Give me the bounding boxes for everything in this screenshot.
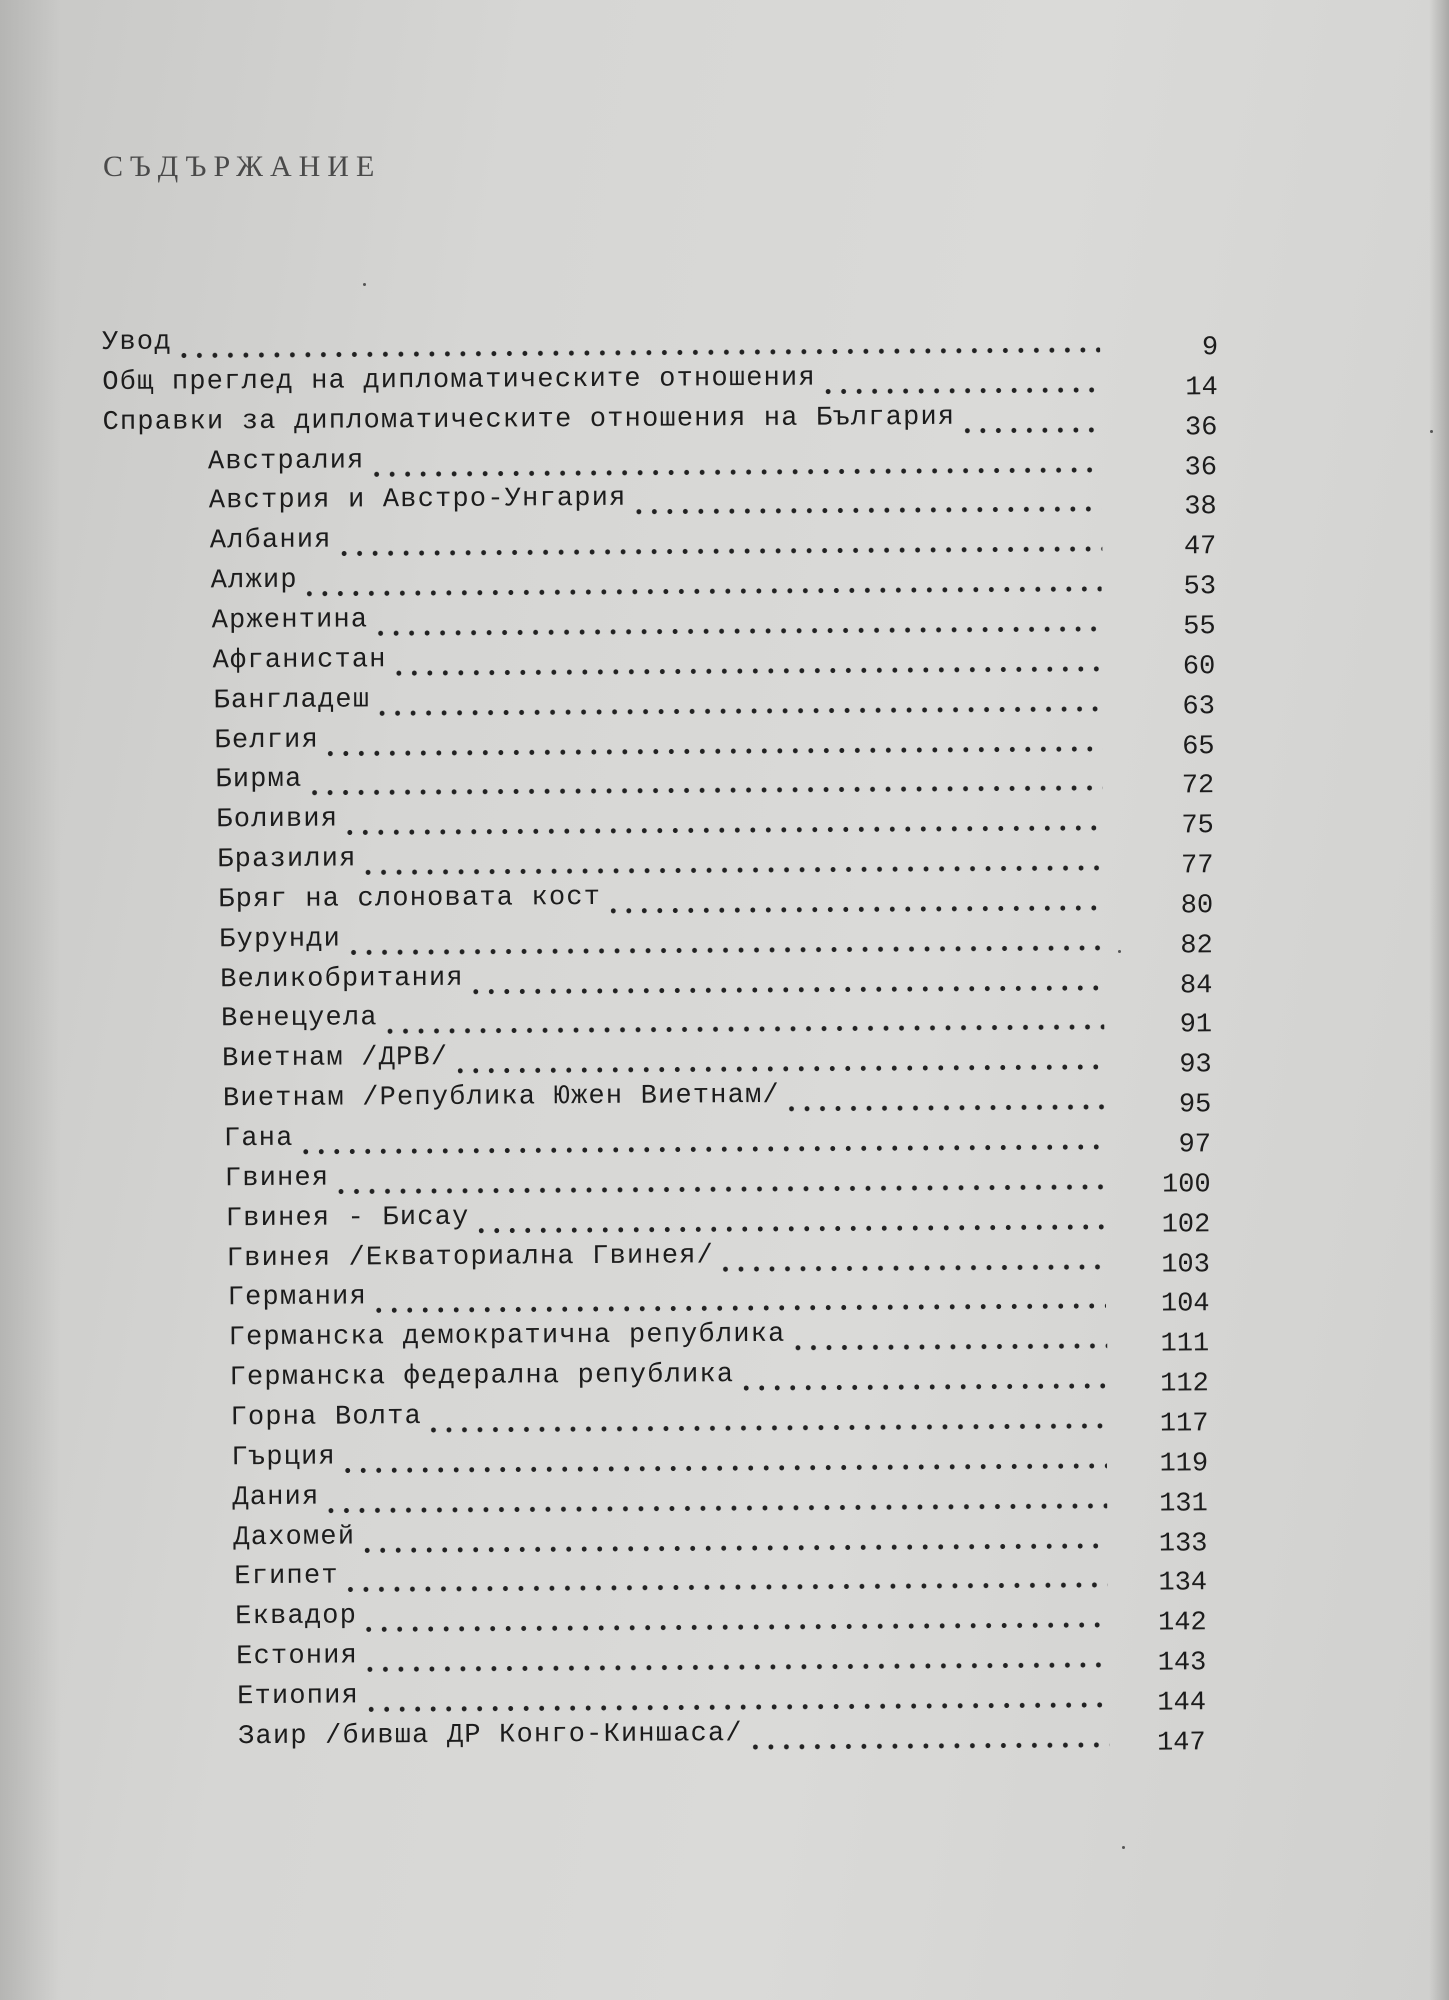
toc-entry bbox=[211, 558, 1102, 599]
toc-entry-page: 134 bbox=[1158, 1568, 1208, 1599]
toc-entry-label: Афганистан bbox=[212, 645, 387, 677]
dot-leader bbox=[322, 726, 1102, 757]
toc-entry-page: 100 bbox=[1161, 1170, 1211, 1201]
toc-entry-label: Бангладеш bbox=[213, 684, 371, 716]
toc-entry-page: 82 bbox=[1180, 930, 1213, 962]
toc-entry bbox=[217, 837, 1103, 878]
toc-entry-label: Австралия bbox=[207, 445, 365, 477]
toc-entry-label: Египет bbox=[234, 1561, 339, 1593]
paper-speck bbox=[1122, 1846, 1125, 1849]
toc-entry-page: 144 bbox=[1157, 1688, 1207, 1719]
paper-speck bbox=[1118, 950, 1121, 953]
toc-entry-label: Бирма bbox=[215, 765, 303, 796]
toc-entry bbox=[229, 1355, 1106, 1396]
dot-leader bbox=[176, 328, 1100, 360]
toc-entry-label: Естония bbox=[236, 1641, 359, 1673]
dot-leader bbox=[345, 926, 1104, 957]
dot-leader bbox=[359, 1523, 1107, 1554]
dot-leader bbox=[425, 1404, 1106, 1434]
dot-leader bbox=[342, 806, 1103, 837]
toc-entry-page: 36 bbox=[1184, 452, 1218, 483]
toc-entry-page: 91 bbox=[1179, 1010, 1213, 1041]
toc-entry-label: Виетнам /ДРВ/ bbox=[221, 1043, 449, 1075]
toc-entry bbox=[225, 1156, 1106, 1197]
toc-entry bbox=[102, 319, 1100, 361]
toc-entry-page: 75 bbox=[1181, 811, 1214, 842]
toc-entry-page: 112 bbox=[1160, 1369, 1209, 1400]
toc-entry-label: Дахомей bbox=[233, 1521, 356, 1553]
toc-entry-label: Еквадор bbox=[235, 1601, 358, 1633]
dot-leader bbox=[718, 1244, 1106, 1272]
toc-entry bbox=[232, 1475, 1107, 1516]
toc-entry-page: 131 bbox=[1159, 1488, 1208, 1520]
toc-entry-label: Австрия и Австро-Унгария bbox=[208, 484, 627, 517]
toc-entry-label: Белгия bbox=[214, 725, 320, 756]
toc-entry-label: Боливия bbox=[216, 804, 339, 836]
toc-entry bbox=[102, 359, 1100, 401]
toc-entry bbox=[215, 757, 1103, 798]
paper-speck bbox=[1430, 430, 1433, 433]
toc-entry bbox=[227, 1235, 1106, 1276]
toc-entry-label: Алжир bbox=[210, 565, 298, 597]
toc-entry-page: 102 bbox=[1161, 1209, 1211, 1241]
toc-entry bbox=[208, 438, 1101, 479]
dot-leader bbox=[362, 1643, 1108, 1674]
dot-leader bbox=[373, 607, 1102, 637]
toc-entry bbox=[214, 717, 1102, 758]
toc-entry-label: Германска федерална република bbox=[229, 1360, 735, 1394]
toc-entry-label: Бурунди bbox=[219, 924, 342, 956]
dot-leader bbox=[468, 965, 1104, 995]
dot-leader bbox=[452, 1045, 1104, 1075]
toc-entry-label: Гана bbox=[223, 1123, 294, 1155]
toc-entry-page: 47 bbox=[1183, 532, 1217, 563]
toc-entry-page: 53 bbox=[1183, 572, 1217, 603]
toc-entry bbox=[213, 638, 1103, 679]
toc-entry-label: Виетнам /Република Южен Виетнам/ bbox=[222, 1081, 780, 1115]
dot-leader bbox=[333, 1165, 1105, 1196]
toc-entry bbox=[210, 518, 1102, 559]
dot-leader bbox=[959, 408, 1100, 435]
toc-entry-label: Германска демократична република bbox=[228, 1320, 786, 1354]
dot-leader bbox=[298, 1125, 1105, 1156]
dot-leader bbox=[339, 1444, 1106, 1475]
dot-leader bbox=[302, 567, 1102, 598]
dot-leader bbox=[361, 1603, 1108, 1634]
dot-leader bbox=[391, 647, 1102, 677]
toc-entry-page: 14 bbox=[1185, 373, 1218, 404]
dot-leader bbox=[375, 687, 1103, 717]
toc-entry-label: Етиопия bbox=[237, 1681, 360, 1713]
toc-entry-label: Гвинея bbox=[224, 1163, 330, 1195]
toc-entry-page: 60 bbox=[1182, 651, 1216, 683]
toc-entry-label: Увод bbox=[101, 327, 172, 358]
toc-entry-page: 9 bbox=[1201, 333, 1219, 364]
toc-entry-page: 142 bbox=[1158, 1608, 1207, 1639]
toc-entry bbox=[209, 478, 1101, 519]
toc-entry bbox=[226, 1196, 1106, 1237]
dot-leader bbox=[382, 1005, 1104, 1035]
toc-entry bbox=[212, 598, 1102, 639]
toc-entry-page: 95 bbox=[1178, 1090, 1212, 1121]
toc-entry bbox=[221, 996, 1104, 1037]
toc-entry bbox=[224, 1116, 1105, 1157]
toc-entry-page: 103 bbox=[1161, 1249, 1211, 1281]
toc-entry-label: Аржентина bbox=[211, 605, 369, 637]
toc-entry-page: 55 bbox=[1183, 612, 1216, 643]
toc-entry-page: 65 bbox=[1182, 731, 1215, 762]
dot-leader bbox=[474, 1205, 1106, 1235]
toc-entry-page: 72 bbox=[1181, 771, 1215, 802]
dot-leader bbox=[306, 766, 1102, 797]
toc-entry-page: 119 bbox=[1159, 1449, 1209, 1480]
dot-leader bbox=[820, 368, 1100, 396]
toc-entry-page: 117 bbox=[1159, 1409, 1209, 1440]
toc-entry bbox=[216, 797, 1103, 838]
toc-entry bbox=[222, 1036, 1105, 1077]
toc-entry-label: Дания bbox=[232, 1482, 320, 1513]
toc-entry bbox=[237, 1674, 1108, 1715]
dot-leader bbox=[784, 1085, 1105, 1113]
toc-entry-label: Гвинея - Бисау bbox=[225, 1202, 470, 1234]
page-title: СЪДЪРЖАНИЕ bbox=[103, 150, 382, 183]
toc-entry-label: Бряг на слоновата кост bbox=[218, 882, 602, 916]
dot-leader bbox=[336, 527, 1102, 558]
toc-entry-label: Бразилия bbox=[217, 844, 357, 876]
toc-entry bbox=[238, 1714, 1109, 1755]
dot-leader bbox=[342, 1563, 1107, 1594]
dot-leader bbox=[323, 1484, 1107, 1515]
dot-leader bbox=[605, 886, 1103, 915]
toc-entry-label: Справки за дипломатическите отношения на България bbox=[102, 402, 956, 438]
toc-entry-label: Гърция bbox=[231, 1442, 336, 1474]
dot-leader bbox=[631, 487, 1101, 516]
toc-entry-page: 143 bbox=[1157, 1648, 1207, 1679]
toc-entry-label: Венецуела bbox=[221, 1003, 378, 1035]
toc-entry-label: Албания bbox=[209, 525, 332, 557]
toc-entry-page: 97 bbox=[1178, 1130, 1212, 1161]
toc-entry bbox=[231, 1435, 1107, 1476]
toc-entry-page: 133 bbox=[1158, 1528, 1208, 1560]
toc-entry-label: Общ преглед на дипломатическите отношения bbox=[102, 363, 816, 398]
dot-leader bbox=[790, 1324, 1107, 1352]
toc-entry bbox=[223, 1076, 1105, 1117]
toc-entry-page: 38 bbox=[1184, 492, 1217, 523]
toc-entry-page: 36 bbox=[1184, 412, 1218, 444]
toc-entry-page: 84 bbox=[1179, 970, 1213, 1002]
toc-entry bbox=[218, 877, 1103, 918]
dot-leader bbox=[739, 1364, 1107, 1392]
toc-entry bbox=[235, 1594, 1108, 1635]
toc-entry-page: 104 bbox=[1160, 1289, 1210, 1320]
dot-leader bbox=[369, 447, 1101, 477]
toc-entry-page: 147 bbox=[1156, 1728, 1206, 1759]
toc-entry-page: 93 bbox=[1179, 1050, 1212, 1081]
toc-entry bbox=[220, 956, 1104, 997]
toc-entry-page: 77 bbox=[1180, 851, 1214, 882]
toc-entry bbox=[233, 1514, 1107, 1555]
toc-entry bbox=[236, 1634, 1108, 1675]
toc-entry bbox=[102, 399, 1100, 441]
toc-entry-page: 80 bbox=[1180, 891, 1214, 922]
toc-entry-label: Германия bbox=[227, 1282, 368, 1314]
toc-entry-label: Горна Волта bbox=[230, 1401, 423, 1434]
toc-entry-page: 63 bbox=[1182, 691, 1216, 723]
toc-entry bbox=[230, 1395, 1106, 1436]
dot-leader bbox=[363, 1683, 1108, 1714]
toc-entry bbox=[234, 1554, 1108, 1595]
toc-entry bbox=[213, 678, 1102, 719]
toc-entry-page: 111 bbox=[1160, 1329, 1210, 1360]
toc-entry bbox=[228, 1275, 1106, 1316]
toc-entry bbox=[229, 1315, 1107, 1356]
toc-entry-label: Заир /бивша ДР Конго-Киншаса/ bbox=[238, 1718, 743, 1752]
toc-entry bbox=[219, 917, 1104, 958]
dot-leader bbox=[747, 1723, 1109, 1751]
toc-entry-label: Великобритания bbox=[220, 963, 464, 995]
dot-leader bbox=[360, 846, 1103, 877]
dot-leader bbox=[371, 1284, 1106, 1314]
paper-speck bbox=[363, 283, 366, 286]
toc-entry-label: Гвинея /Екваториална Гвинея/ bbox=[226, 1240, 715, 1274]
